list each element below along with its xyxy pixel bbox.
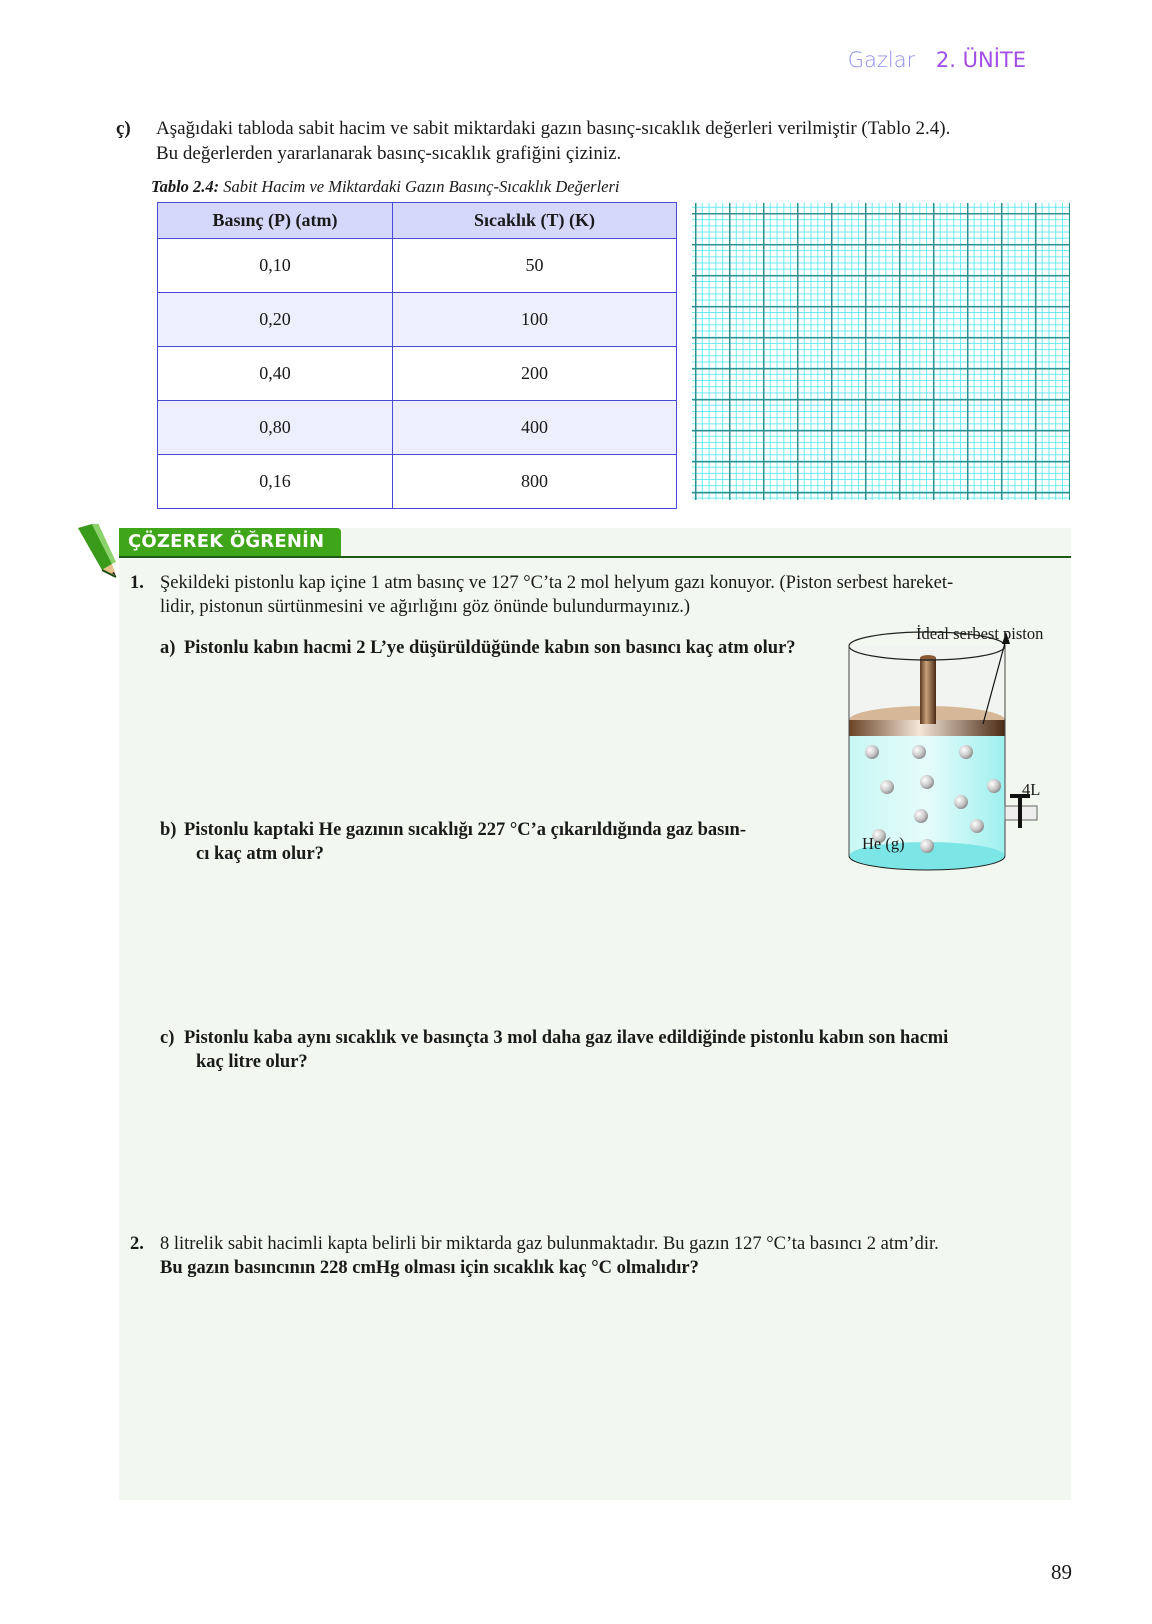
piston-label: İdeal serbest piston: [916, 624, 1044, 643]
problem-line: 8 litrelik sabit hacimli kapta belirli bir miktarda gaz bulunmaktadır. Bu gazın 127 °C’ta basıncı 2 atm’dir.: [160, 1234, 939, 1254]
temperature-cell: 800: [393, 455, 677, 509]
chapter-topic: Gazlar: [847, 48, 916, 72]
subquestion-line: Pistonlu kabın hacmi 2 L’ye düşürüldüğünde kabın son basıncı kaç atm olur?: [184, 638, 796, 658]
caption-text: Sabit Hacim ve Miktardaki Gazın Basınç-Sıcaklık Değerleri: [219, 177, 620, 196]
temperature-cell: 100: [393, 293, 677, 347]
section-divider: [119, 556, 1071, 558]
pressure-cell: 0,10: [158, 239, 393, 293]
unit-label: 2. ÜNİTE: [935, 48, 1026, 72]
problem-text: [160, 1232, 939, 1280]
table-row: [158, 239, 677, 293]
graph-paper[interactable]: [692, 203, 1070, 500]
question-label: ç): [116, 118, 131, 139]
subquestion-text: [184, 636, 796, 660]
temperature-cell: 400: [393, 401, 677, 455]
problem-text: [160, 571, 953, 619]
pressure-temperature-table: [157, 202, 677, 509]
table-caption: [151, 177, 619, 197]
running-head: [848, 48, 1026, 72]
table-row: [158, 347, 677, 401]
temperature-cell: 200: [393, 347, 677, 401]
problem-number: 1.: [130, 573, 144, 593]
subquestion-line: cı kaç atm olur?: [196, 844, 324, 864]
pressure-cell: 0,16: [158, 455, 393, 509]
column-header-pressure: Basınç (P) (atm): [158, 203, 393, 239]
column-header-temperature: Sıcaklık (T) (K): [393, 203, 677, 239]
subquestion-text: [184, 1026, 948, 1074]
gas-label: He (g): [862, 834, 905, 853]
pressure-cell: 0,40: [158, 347, 393, 401]
temperature-cell: 50: [393, 239, 677, 293]
problem-number: 2.: [130, 1234, 144, 1254]
pressure-cell: 0,80: [158, 401, 393, 455]
question-line: Bu değerlerden yararlanarak basınç-sıcaklık grafiğini çiziniz.: [156, 143, 622, 164]
pencil-icon: [76, 524, 126, 580]
pressure-cell: 0,20: [158, 293, 393, 347]
subquestion-label: a): [160, 638, 176, 658]
subquestion-line: Pistonlu kaba aynı sıcaklık ve basınçta 3 mol daha gaz ilave edildiğinde pistonlu kabın son hacmi: [184, 1028, 949, 1048]
table-row: [158, 293, 677, 347]
table-header-row: [158, 203, 677, 239]
question-text: [156, 116, 1056, 166]
problem-line: Şekildeki pistonlu kap içine 1 atm basınç ve 127 °C’ta 2 mol helyum gazı konuyor. (Piston serbest hareket-: [160, 573, 954, 593]
question-line: Aşağıdaki tabloda sabit hacim ve sabit miktardaki gazın basınç-sıcaklık değerleri verilmiştir (Tablo 2.4).: [156, 118, 951, 139]
subquestion-label: b): [160, 820, 177, 840]
caption-label: Tablo 2.4:: [151, 177, 220, 196]
volume-label: 4L: [1022, 780, 1041, 799]
page-number: 89: [1051, 1560, 1072, 1584]
problem-line: Bu gazın basıncının 228 cmHg olması için sıcaklık kaç °C olmalıdır?: [160, 1258, 699, 1278]
table-row: [158, 455, 677, 509]
section-title: ÇÖZEREK ÖĞRENİN: [128, 531, 325, 552]
subquestion-text: [184, 818, 746, 866]
subquestion-label: c): [160, 1028, 175, 1048]
table-row: [158, 401, 677, 455]
subquestion-line: Pistonlu kaptaki He gazının sıcaklığı 227 °C’a çıkarıldığında gaz basın-: [184, 820, 746, 840]
problem-line: lidir, pistonun sürtünmesini ve ağırlığını göz önünde bulundurmayınız.): [160, 597, 691, 617]
subquestion-line: kaç litre olur?: [196, 1052, 308, 1072]
